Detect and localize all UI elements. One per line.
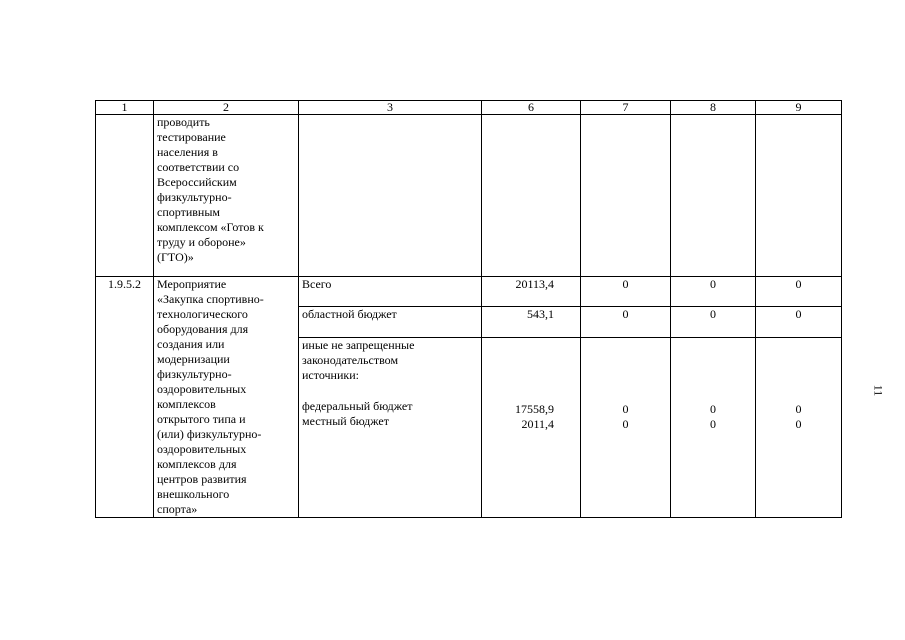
continuation-cell-6 (482, 115, 581, 277)
item-description-line: физкультурно- (157, 367, 232, 381)
item-description-line: оздоровительных (157, 442, 247, 456)
continuation-line: населения в (157, 145, 218, 159)
item-description-line: технологического (157, 307, 248, 321)
continuation-line: труду и обороне» (157, 235, 246, 249)
continuation-description-cell (154, 115, 299, 277)
item-description-line: оборудования для (157, 322, 249, 336)
other-col6-cell (482, 337, 581, 517)
continuation-line: тестирование (157, 130, 226, 144)
continuation-line: физкультурно- (157, 190, 232, 204)
federal-col7: 0 (622, 401, 629, 416)
header-cell-3: 3 (299, 101, 482, 115)
total-col6: 20113,4 (482, 277, 581, 307)
item-description-line: спорта» (157, 502, 198, 516)
regional-col8: 0 (671, 307, 756, 337)
federal-label: федеральный бюджет (302, 398, 413, 413)
header-cell-9: 9 (756, 101, 842, 115)
spacer (584, 386, 667, 402)
local-col9: 0 (795, 416, 802, 431)
local-col7: 0 (622, 416, 629, 431)
continuation-line: (ГТО)» (157, 250, 194, 264)
other-col7-cell (581, 337, 671, 517)
item-total-row (96, 277, 842, 307)
item-description-line: модернизации (157, 352, 230, 366)
other-sources-line: законодательством (302, 352, 399, 367)
continuation-source-cell (299, 115, 482, 277)
continuation-line: соответствии со (157, 160, 240, 174)
spacer (302, 383, 478, 399)
local-col6: 2011,4 (521, 416, 554, 431)
other-sources-cell (299, 337, 482, 517)
header-cell-2: 2 (154, 101, 299, 115)
spacer (759, 354, 838, 370)
header-cell-7: 7 (581, 101, 671, 115)
header-row (96, 101, 842, 115)
total-col9: 0 (756, 277, 842, 307)
local-label: местный бюджет (302, 413, 389, 428)
continuation-number-cell (96, 115, 154, 277)
continuation-cell-9 (756, 115, 842, 277)
continuation-line: комплексом «Готов к (157, 220, 264, 234)
other-col9-cell (756, 337, 842, 517)
continuation-line: спортивным (157, 205, 220, 219)
local-col8: 0 (710, 416, 716, 431)
spacer (485, 338, 554, 354)
spacer (485, 354, 554, 370)
item-description-line: создания или (157, 337, 225, 351)
item-number: 1.9.5.2 (96, 277, 154, 518)
item-description-cell (154, 277, 299, 518)
spacer (485, 386, 554, 402)
spacer (584, 370, 667, 386)
federal-col9: 0 (795, 401, 802, 416)
spacer (759, 338, 838, 354)
other-sources-line: иные не запрещенные (302, 337, 415, 352)
header-cell-8: 8 (671, 101, 756, 115)
header-cell-6: 6 (482, 101, 581, 115)
regional-col6: 543,1 (482, 307, 581, 337)
total-col8: 0 (671, 277, 756, 307)
continuation-line: проводить (157, 115, 210, 129)
spacer (584, 354, 667, 370)
spacer (674, 354, 752, 370)
item-description-line: комплексов для (157, 457, 237, 471)
federal-col8: 0 (710, 401, 716, 416)
item-description-line: открытого типа и (157, 412, 246, 426)
total-label: Всего (299, 277, 482, 307)
page-number: 11 (871, 384, 886, 397)
spacer (584, 338, 667, 354)
item-description-line: Мероприятие (157, 277, 227, 291)
header-cell-1: 1 (96, 101, 154, 115)
regional-label: областной бюджет (299, 307, 482, 337)
continuation-row (96, 115, 842, 277)
spacer (674, 386, 752, 402)
item-description-line: оздоровительных (157, 382, 247, 396)
other-sources-line: источники: (302, 367, 359, 382)
item-description-line: «Закупка спортивно- (157, 292, 264, 306)
continuation-cell-7 (581, 115, 671, 277)
item-description-line: внешкольного (157, 487, 230, 501)
spacer (759, 386, 838, 402)
other-col8-cell (671, 337, 756, 517)
spacer (759, 370, 838, 386)
regional-col7: 0 (581, 307, 671, 337)
regional-col9: 0 (756, 307, 842, 337)
continuation-line: Всероссийским (157, 175, 237, 189)
item-description-line: центров развития (157, 472, 247, 486)
federal-col6: 17558,9 (515, 401, 554, 416)
item-description-line: комплексов (157, 397, 216, 411)
item-description-line: (или) физкультурно- (157, 427, 262, 441)
spacer (485, 370, 554, 386)
spacer (674, 370, 752, 386)
budget-table (95, 100, 842, 518)
spacer (674, 338, 752, 354)
total-col7: 0 (581, 277, 671, 307)
continuation-cell-8 (671, 115, 756, 277)
